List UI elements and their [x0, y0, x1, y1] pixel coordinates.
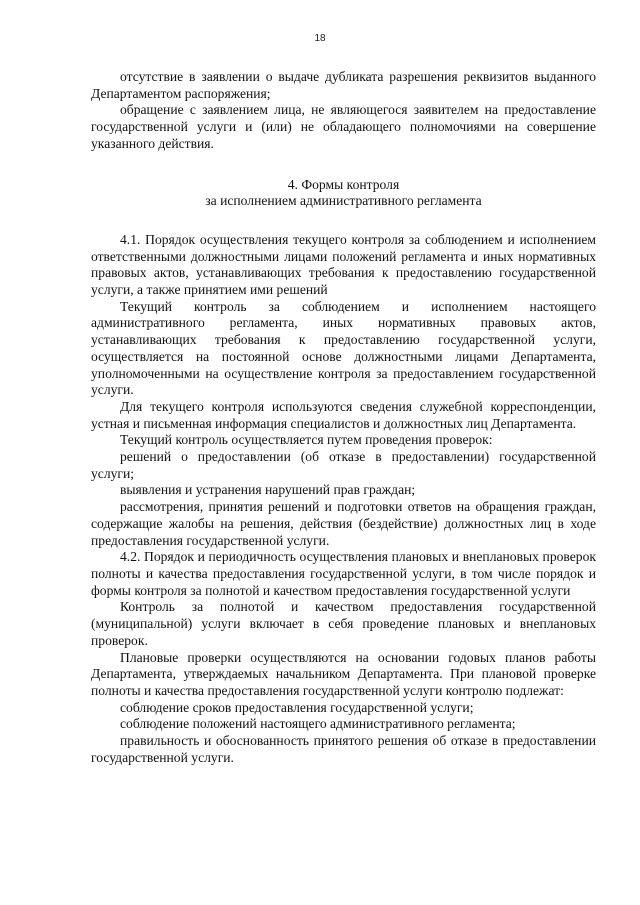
paragraph: решений о предоставлении (об отказе в предоставлении) государственной услуги; — [91, 449, 596, 481]
page-number: 18 — [314, 33, 326, 44]
paragraph: 4.1. Порядок осуществления текущего контроля за соблюдением и исполнением ответственными должностными лицами положений регламента и иных нормативных правовых актов, устанавливающих требования к предоставлению государственной услуги, а также принятием ими решений — [91, 231, 596, 298]
paragraph: соблюдение сроков предоставления государственной услуги; — [120, 699, 474, 715]
paragraph: отсутствие в заявлении о выдаче дубликата разрешения реквизитов выданного Департаментом распоряжения; — [91, 69, 596, 101]
paragraph: обращение с заявлением лица, не являющегося заявителем на предоставление государственной услуги и (или) не обладающего полномочиями на совершение указанного действия. — [91, 102, 596, 151]
paragraph: выявления и устранения нарушений прав граждан; — [120, 482, 416, 498]
paragraph: Текущий контроль за соблюдением и исполнением настоящего административного регламента, иных нормативных правовых актов, устанавливающих требования к предоставлению государственной услуги, осуществляется на постоянной основе должностными лицами Департамента, уполномоченными на осуществление контроля за предоставлением государственной услуги. — [91, 298, 596, 398]
document-body — [91, 69, 596, 766]
paragraph: рассмотрения, принятия решений и подготовки ответов на обращения граждан, содержащие жалобы на решения, действия (бездействие) должностных лиц в ходе предоставления государственной услуги. — [91, 499, 596, 548]
paragraph: Плановые проверки осуществляются на основании годовых планов работы Департамента, утверждаемых начальником Департамента. При плановой проверке полноты и качества предоставления государственной услуги контролю подлежат: — [91, 649, 596, 698]
paragraph: Контроль за полнотой и качеством предоставления государственной (муниципальной) услуги включает в себя проведение плановых и внеплановых проверок. — [91, 599, 596, 648]
paragraph: Текущий контроль осуществляется путем проведения проверок: — [120, 432, 493, 448]
section-subtitle: за исполнением административного регламента — [205, 193, 482, 209]
paragraph: соблюдение положений настоящего административного регламента; — [120, 716, 516, 732]
paragraph: правильность и обоснованность принятого решения об отказе в предоставлении государственной услуги. — [91, 733, 596, 765]
paragraph: 4.2. Порядок и периодичность осуществления плановых и внеплановых проверок полноты и качества предоставления государственной услуги, в том числе порядок и формы контроля за полнотой и качеством предоставления государственной услуги — [91, 549, 596, 598]
section-title: 4. Формы контроля — [287, 176, 400, 192]
paragraph: Для текущего контроля используются сведения служебной корреспонденции, устная и письменная информация специалистов и должностных лиц Департамента. — [91, 398, 596, 431]
